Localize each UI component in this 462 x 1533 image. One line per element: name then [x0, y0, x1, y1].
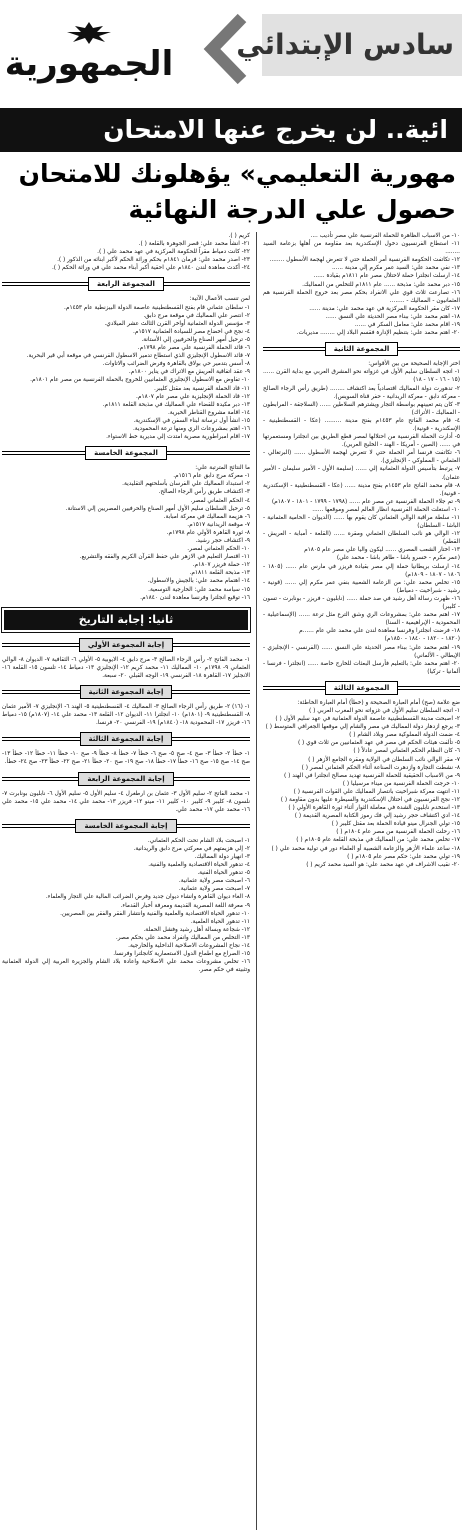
page-header — [0, 0, 462, 100]
list-item: ما النتائج المترتبة علي: — [195, 465, 250, 472]
list-item: ١٣- نفي محمد علي: السيد عمر مكرم إلي مدينة ...... — [331, 265, 460, 272]
section-heading — [2, 772, 250, 786]
list-item: ٤- نجح في اخضاع مصر للسيادة العثمانية ١٥١٧م. — [133, 328, 250, 335]
list-item: ١٤- اقامة مشروع القناطر الخيرية. — [167, 409, 250, 416]
list-item: ١٠- تدهور الحياة الاقتصادية والعلمية والفنية وانتشار الفقر والفقر بين المصريين. — [60, 910, 250, 917]
list-item: ٢- تدهورت دولة المماليك اقتصادياً بعد اكتشاف ........ (طريق رأس الرجاء الصالح - معركة دابق - معركة الريدانية - حفر قناة السويس). — [263, 385, 460, 400]
list-item: ٢٠- اهتم محمد علي: بتنظيم الإدارة فقسم البلاد إلي ........ مديريات. — [296, 330, 460, 337]
right-intro-list — [263, 232, 460, 337]
list-item: ١٧- اقام امبراطورية مصرية امتدت إلي مديرية خط الاستواء. — [106, 434, 250, 441]
right-column — [256, 232, 462, 1530]
list-item: ٤- الحكم العثماني لمصر. — [190, 497, 250, 504]
list-item: ١- سلطان عثماني قام بفتح القسطنطينية عاصمة الدولة البيزنطية عام ١٤٥٣م. — [64, 304, 250, 311]
group-2-list — [263, 360, 460, 676]
list-item: ١٤- نجاح المشروعات الاصلاحية الداخلية والخارجية. — [128, 943, 250, 949]
group-3-heading: المجموعة الثالثة — [325, 681, 399, 695]
list-item: ١٤- ارسلت بريطانيا حملة إلي مصر بقيادة فريزر في مارس عام ...... (١٨٠٥ - ١٨٠٦ - ١٨٠٧ - ١٨٠٩م) — [263, 563, 460, 578]
list-item: ١٩- اهتم محمد علي: ببناء مصر الحديثة علي النسق ...... (الفرنسي - الإنجليزي - الإيطالي - الألماني) — [263, 644, 460, 659]
list-item: ٢٣- اصدر محمد علي: فرمان ١٨٤١م بحكم وراثة الحكم لأكبر ابنائه من الذكور ( ). — [57, 257, 250, 264]
list-item: ٤- قام محمد الفاتح عام ١٤٥٣م بفتح مدينة ......... (عكا - القسطنطينية - الإسكندرية - قونية). — [263, 417, 460, 432]
heading-rule — [398, 686, 460, 690]
heading-rule — [2, 451, 85, 455]
article-columns — [0, 232, 462, 1530]
list-item: ٧- موقعة الريدانية ١٥١٧م. — [187, 521, 250, 528]
answers-1-text: ١- محمد الفاتح ٢- رأس الرجاء الصالح ٣- مرج دابق ٤- الايوبية ٥- الأولي ٦- الثقافية ٧- الديوان ٨- الوالي العثماني ٩- ١٧٩٨م ١٠- المماليك ١١- محمد كريم ١٢- الإنجليزي ١٣- دمياط ١٤- تلسون ١٥- القلعة ١٦- الانجليز ١٧- القاهرة ١٨- الفرنسي ١٩- الوجه القبلي ٢٠- سبعة. — [2, 656, 251, 679]
list-item: ٣- يرجع ازدهار دولة المماليك في مصر والشام إلي موقعها الجغرافي المتوسط ( ) — [265, 724, 460, 731]
list-item: ٥- ترحيل السلطان سليم الأول أمهر الصناع والحرفيين المصريين إلي الاستانة. — [65, 505, 250, 512]
newspaper-logo — [4, 12, 174, 90]
heading-rule — [2, 737, 80, 741]
headline-line-1: مهورية التعليمي» يؤهلونك للامتحان — [18, 159, 456, 188]
heading-rule — [2, 777, 78, 781]
list-item: ١٠- تفاوض مع الاسطول الإنجليزي العثمانيين للخروج بالحملة الفرنسية من مصر عام ١٨٠١م. — [30, 377, 250, 384]
list-item: ١٢- حملة فريزر ١٨٠٧م. — [192, 562, 250, 569]
list-item: ١٥- تولي الجنرال مينو قيادة الحملة بعد مقتل كليبر ( ) — [331, 821, 460, 828]
list-item: ١٧- تخلص محمد علي: من المماليك في مذبحة القلعة عام ١٨٠٥م ( ) — [296, 837, 460, 844]
list-item: كريم ( ). — [228, 233, 250, 239]
list-item: ١٦- تصارعت ثلاث قوي علي الانفراد بحكم مصر بعد خروج الحملة الفرنسية هم العثمانيون - المماليك - ........ — [263, 289, 460, 304]
list-item: ٦- قائد الحملة الفرنسية علي مصر عام ١٧٩٨م. — [137, 345, 250, 352]
list-item: ١٠- خرجت الحملة الفرنسية من ميناء مرسيليا ( ) — [342, 780, 460, 787]
section-label: سادس الإبتدائي — [262, 14, 462, 76]
list-item: ٤- تدهور الحياة الاقتصادية والعلمية والفنية. — [148, 862, 250, 869]
list-item: ١٥- الصراع مع اطماع الدول الاستعمارية كانجلترا وفرنسا. — [113, 951, 250, 958]
list-item: ٣- كان يتم تعيينهم بواسطة التجار ويشترهم السلاطين ...... (السلاجقة - المرابطون - المماليك - الأتراك) — [263, 401, 460, 416]
list-item: ٧- اصبحت مصر ولاية عثمانية. — [178, 886, 250, 893]
list-item: ١٩- تولي محمد علي: حكم مصر عام ١٨٠٥م ( ) — [347, 853, 460, 860]
group-3-list — [263, 699, 460, 869]
logo-text: الجمهورية — [4, 44, 174, 84]
list-item: ١٦- رحلت الحملة الفرنسية من مصر عام ١٨٠٤م ( ) — [336, 829, 460, 836]
list-item: ٨- ثورة القاهرة الأولي عام ١٧٩٨م. — [166, 529, 250, 536]
list-item: ٦- اصبحت مصر ولاية عثمانية. — [178, 878, 250, 885]
answers-heading: ثانيا: إجابة التاريخ — [2, 608, 250, 632]
list-item: ٨- الغاء ديوان القاهرة وانشاء ديوان جديد وفرض الضرائب المالية علي التجار والعلماء. — [45, 894, 250, 901]
section-heading — [2, 819, 250, 833]
list-item: ١٣- مذبحة القلعة ١٨١١م. — [189, 570, 250, 577]
list-item: ٢٠- نقيب الاشراف في عهد محمد علي: هو السيد محمد كريم ( ) — [306, 861, 460, 868]
page-headline — [0, 156, 462, 228]
list-item: ٢٤- أكدت معاهدة لندن ١٨٤٠م علي احقية أكبر أبناء محمد علي في وراثة الحكم ( ). — [51, 265, 250, 272]
list-item: ٦- هزيمة المماليك في معركة امبابة. — [163, 513, 250, 520]
list-item: ٩- تم جلاء الحملة الفرنسية عن مصر عام ...... (١٧٩٨ - ١٧٩٩ - ١٨٠١ - ١٨٠٧م) — [271, 498, 460, 505]
list-item: ١٩- اقام محمد علي: معامل السكر في ...... — [354, 322, 460, 329]
group-5-heading: المجموعة الخامسة — [85, 446, 167, 460]
heading-rule — [2, 282, 88, 286]
list-item: ٢- انتصر علي المماليك في موقعة مرج دابق. — [143, 312, 250, 319]
heading-rule — [2, 824, 75, 828]
section-heading — [2, 277, 250, 291]
list-item: ١٣- التخلص من المماليك وانفراد محمد علي بحكم مصر. — [115, 934, 250, 941]
list-item: ٧- قائد الاسطول الإنجليزي الذي استطاع تدمير الاسطول الفرنسي في موقعة أبي قير البحرية. — [26, 353, 250, 360]
list-item: اختر الإجابة الصحيحة من بين الأقواس: — [368, 361, 460, 368]
list-item: ٨- أسس بتدمير حي بولاق بالقاهرة وفرض الضرائب والاتاوات. — [102, 361, 250, 368]
list-item: ١١- قاد الحملة الفرنسية بعد مقتل كليبر. — [154, 385, 250, 392]
list-item: ١٠- استغلت الحملة الفرنسية انظار العالم لمصر وموقعها ...... — [312, 506, 460, 513]
list-item: ضع علامة (صح) أمام العبارة الصحيحة و (خطأ) أمام العبارة الخاطئة: — [297, 699, 460, 706]
list-item: ١٥- دبر محمد علي: مذبحة ...... عام ١٨١١م للتخلص من المماليك. — [302, 281, 460, 288]
list-item: ١٣- اختار الشعب المصري ...... ليكون واليا علي مصر عام ١٨٠٥م — [304, 547, 460, 554]
list-item: ١٥- تخلص محمد علي: من الزعامة الشعبية بنفي عمر مكرم إلي ...... (قونية - رشيد - شبراخيت - دمياط) — [263, 579, 460, 594]
list-item: ١١- استطاع الفرنسيون دخول الإسكندرية بعد مقاومة من أهلها بزعامة السيد ........ — [263, 241, 460, 256]
list-item: ٢٢- كانت دمياط مقراً للحكومة المركزية في عهد محمد علي ( ). — [97, 249, 250, 256]
list-item: ٨- قام محمد الفاتح عام ١٤٥٣م بفتح مدينة ...... (عكا - القسطنطينية - الإسكندرية - قونية). — [263, 482, 460, 497]
list-item: ١٢- شجاعة وبسالة أهل رشيد وفشل الحملة. — [143, 926, 250, 933]
answers-2-text: ١- (١٦) ٢- طريق رأس الرجاء الصالح ٣- المماليك ٤- القسطنطينية ٥- الهند ٦- الإنجليزي ٧- الأمير عثمان ٨- القسطنطينية ٩- (١٨٠١م) ١٠- انجلترا ١١- الديوان ١٢- القلعة ١٣- محمد علي ١٤- (١٨٠٧م) ١٥- دمياط ١٦- فريزر ١٧- المحمودية ١٨- (١٨٤٠م) ١٩- الفرنسي ٢٠- فرنسا. — [2, 704, 250, 727]
group-4-heading: المجموعة الرابعة — [88, 277, 164, 291]
list-item: ٦- تكاتفت فرنسا أمر الحملة حتي لا تتعرض لهجمة الأسطول ...... (البرتغالي - العثماني - المملوكي - الإنجليزي). — [263, 450, 460, 465]
list-item: ١١- انتهت معركة شبراخيت بانتصار المماليك علي القوات الفرنسية ( ) — [293, 788, 460, 795]
list-item: ١٣- استخدم نابليون الشدة في معاملة الثوار أثناء ثورة القاهرة الأولي ( ) — [288, 805, 460, 812]
list-item: ٥- أدارت الحملة الفرنسية من احتلالها لمصر قطع الطريق بين انجلترا ومستعمرتها في ...... (الصين - أمريكا - الهند - الخليج العربي). — [263, 434, 460, 449]
section-heading — [2, 685, 250, 699]
section-heading — [263, 681, 460, 695]
list-item: ١٢- نجح الفرنسيون في احتلال الإسكندرية والسيطرة عليها بدون مقاومة ( ) — [280, 797, 460, 803]
group-5-list — [2, 464, 250, 602]
heading-rule — [174, 777, 250, 781]
list-item: (١٨٢٠ - ١٨٢٠ - ١٨٤٠ - ١٨٥٠م) — [384, 636, 460, 643]
answers-5-list — [2, 837, 250, 975]
list-item: ١١- سلطة مراقبة الوالي العثماني كان يقوم بها ...... (الديوان - الحامية العثمانية - الباشا - السلطان) — [263, 515, 460, 530]
list-item: ١٣- دبر مكيدة للقضاء علي المماليك في مذبحة القلعة ١٨١١م. — [102, 401, 250, 408]
heading-rule — [2, 690, 80, 694]
heading-rule — [398, 347, 460, 351]
list-item: ٣- انهيار دولة المماليك. — [194, 853, 250, 860]
list-item: ١٤- ارسلت انجلترا حملة لاحتلال مصر عام ١٨١١م بقيادة ...... — [313, 273, 460, 280]
section-heading — [2, 732, 250, 746]
heading-rule — [172, 737, 250, 741]
list-item: (عمر مكرم - خسرو باشا - طاهر باشا - محمد علي) — [336, 555, 460, 562]
list-item: ١٢- تكاتفت الحكومة الفرنسية أمر الحملة حتي لا تتعرض لهجمة الأسطول ........ — [269, 257, 460, 264]
section-heading — [263, 342, 460, 356]
list-item: ٢- استبداد المماليك علي الفرسان بأسلحتهم التقليدية. — [122, 481, 250, 488]
list-item: ٨- نشطت التجارة وازدهرت الصناعة أثناء الحكم العثماني لمصر ( ) — [301, 764, 460, 771]
list-item: ١٠- من الاسباب الظاهرة للحملة الفرنسية علي مصر تأديب .... — [310, 233, 460, 239]
headline-line-2: حصول علي الدرجة النهائية — [128, 195, 456, 224]
left-intro-list — [2, 232, 250, 272]
list-item: ١٨- فرضت انجلترا وفرنسا معاهدة لندن علي محمد علي عام ......م — [299, 628, 460, 635]
list-item: ١- اتجه السلطان سليم الأول في غزواته نحو المشرق العربي مع بداية القرن ...... (١٥ - ١٦ - ١٧ - ١٨) — [263, 369, 460, 384]
list-item: ٣- اكتشاف طريق رأس الرجاء الصالح. — [158, 489, 250, 496]
heading-rule — [173, 643, 250, 647]
list-item: ٢٠- اهتم محمد علي: بالتعليم فأرسل البعثات للخارج خاصة ...... (انجلترا - فرنسا - ألمانيا - تركيا) — [263, 660, 460, 675]
list-item: ٥- تدهور الحياة الفنية. — [197, 870, 250, 877]
answers-2-heading: إجابة المجموعة الثانية — [80, 685, 173, 699]
list-item: ١- اتجه السلطان سليم الأول في غزواته نحو المغرب العربي ( ) — [309, 707, 460, 714]
list-item: ١٦- تخلص مشروعات محمد علي الاصلاحية واعادة بلاد الشام والجزيرة العربية إلي الدولة العثمانية وتثبيته في حكم مصر. — [2, 959, 250, 974]
list-item: ١١- تدهور الحياة العلمية. — [190, 918, 250, 925]
list-item: ١٤- اهتمام محمد علي: بالجيش والاسطول. — [147, 578, 250, 585]
list-item: ١٠- الحكم العثماني لمصر. — [187, 546, 250, 553]
list-item: ١٦- توقيع انجلترا وفرنسا معاهدة لندن ١٨٤٠م. — [140, 594, 250, 601]
heading-rule — [177, 824, 250, 828]
list-item: ١١- اقتصار التعليم في الازهر علي حفظ القرآن الكريم والفقه والتشريع. — [79, 554, 250, 561]
list-item: ٤- ضمت الدولة المملوكية مصر وبلاد الشام ( ) — [349, 732, 460, 739]
list-item: ٥- تألفت هيئات الحكم في مصر في عهد العثمانيين من ثلاث قوي ( ) — [297, 740, 460, 747]
list-item: ٩- من الاسباب الحقيقية للحملة الفرنسية تهديد مصالح انجلترا في الهند ( ) — [284, 772, 460, 779]
list-item: ١٦- اهتم بمشروعات الري ومنها ترعة المحمودية. — [132, 425, 250, 432]
group-2-heading: المجموعة الثانية — [325, 342, 399, 356]
answers-5-heading: إجابة المجموعة الخامسة — [75, 819, 176, 833]
list-item: ١٨- ساعد علماء الأزهر والزعامة الشعبية أو العلماء دور في تولية محمد علي ( ) — [271, 845, 460, 852]
answers-3-heading: إجابة المجموعة الثالثة — [80, 732, 173, 746]
heading-rule — [172, 690, 250, 694]
list-item: ١٢- الوالي هو نائب السلطان العثماني ومقره ...... (القلعة - أمبابة - العريش - القطم) — [263, 531, 460, 546]
heading-rule — [263, 686, 325, 690]
list-item: ٩- اكتشاف حجر رشيد. — [195, 538, 250, 544]
list-item: ٧- مقر الوالي نائب السلطان في الولاية ومقره الجامع الأزهر ( ) — [308, 756, 460, 763]
group-4-list — [2, 295, 250, 441]
list-item: ١٨- اهتم محمد علي: ببناء مصر الحديثة علي النسق ...... — [325, 313, 460, 320]
list-item: ٢- اصبحت مدينة القسطنطينية عاصمة الدولة العثمانية في عهد سليم الأول ( ) — [275, 716, 460, 723]
list-item: ١٧- كان مقر الحكومة المركزية في عهد محمد علي: مدينة ...... — [309, 305, 460, 312]
list-item: ٧- يرتبط بتأسيس الدولة العثمانية إلي ...... (سليمة الأول - الأمير سليمان - الأمير عثمان). — [263, 466, 460, 481]
eagle-emblem-icon — [59, 20, 119, 46]
section-heading — [2, 446, 250, 460]
heading-rule — [167, 451, 250, 455]
list-item: ٢١- انشأ محمد علي: قصر الجوهرة بالقلعة ( ). — [138, 241, 250, 248]
answers-4-text: ١- محمد الفاتح ٢- سليم الأول ٣- عثمان بن ارطغرل ٤- سليم الأول ٥- سليم الأول ٦- نابليون بونابرت ٧- نلسون ٨- كليبر ٩- كليبر ١٠- كليبر ١١- مينو ١٢- فريزر ١٣- محمد علي ١٤- محمد علي ١٥- محمد علي ١٦- محمد علي ١٧- محمد علي. — [2, 790, 251, 813]
list-item: ١٢- قاد الحملة الإنجليزية علي مصر عام ١٨٠٧م. — [136, 393, 250, 400]
left-column — [0, 232, 256, 1530]
list-item: ٢- إلي هزيمتهم في معركتي مرج دابق والريدانية. — [133, 845, 250, 852]
section-heading — [2, 638, 250, 652]
list-item: ١- اصبحت بلاد الشام تحت الحكم العثماني. — [147, 837, 250, 844]
heading-rule — [263, 347, 325, 351]
list-item: ١٤- ادي اكتشاف حجر رشيد إلي فك رموز الكتابة المصرية القديمة ( ) — [294, 813, 460, 820]
list-item: لمن تنسب الأعمال الآتية: — [189, 296, 250, 303]
answers-1-heading: إجابة المجموعة الأولي — [79, 638, 173, 652]
list-item: ٩- معرفة اللغة المصرية القديمة ومعرفة أخبار القدماء. — [120, 902, 250, 909]
list-item: ١٥- سياسة محمد علي: الخارجية التوسعية. — [148, 586, 250, 593]
answers-3-text: ١- خطأ ٢- خطأ ٣- صح ٤- صح ٥- صح ٦- خطأ ٧- خطأ ٨- خطأ ٩- صح ١٠- خطأ ١١- خطأ ١٢- خطأ ١٣- صح ١٤- صح ١٥- صح ١٦- خطأ ١٧- خطأ ١٨- صح ١٩- صح ٢٠- خطأ ٢١- صح ٢٢- خطأ ٢٣- صح ٢٤- خطأ. — [2, 751, 250, 766]
heading-rule — [164, 282, 250, 286]
list-item: ١٥- انشأ أول ترسانة لبناء السفن في الإسكندرية. — [133, 417, 250, 424]
list-item: ١٦- ظهرت رسالة أهل رشيد في صد حملة ...... (نابليون - فريزر - بونابرت - تسون - كليبر) — [263, 595, 460, 611]
answers-4-heading: إجابة المجموعة الرابعة — [78, 772, 173, 786]
list-item: ١٧- اهتم محمد علي: بمشروعات الري وشق الترع مثل ترعة ...... (الإسماعيلية - المحمودية - الإبراهيمية - السنا) — [263, 612, 460, 627]
list-item: ٩- عقد اتفاقية العريش مع الاتراك في يناير ١٨٠٠م. — [128, 369, 250, 376]
list-item: ٥- ترحيل أمهر الصناع والحرفيين إلي الأستانة. — [141, 336, 250, 343]
list-item: ٦- كان النظام الحكم العثماني لمصر عادلاً ( ) — [353, 748, 460, 755]
top-banner: ائية.. لن يخرج عنها الامتحان — [0, 108, 462, 152]
list-item: ٣- مؤسس الدولة العثمانية أواخر القرن الثالث عشر الميلادي. — [104, 320, 250, 327]
list-item: ١- معركة مرج دابق عام ١٥١٦م. — [173, 473, 250, 480]
heading-rule — [2, 643, 79, 647]
